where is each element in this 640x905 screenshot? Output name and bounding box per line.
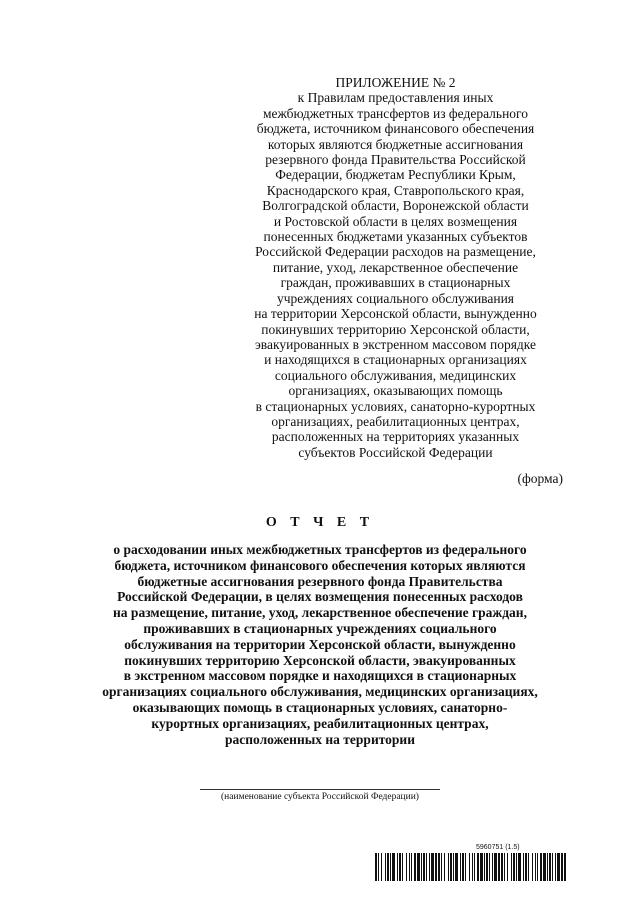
barcode-bar (480, 853, 483, 881)
report-line: курортных организациях, реабилитационных центрах, (151, 715, 489, 731)
appendix-line: Волгоградской области, Воронежской области (262, 198, 529, 214)
barcode (375, 853, 567, 881)
barcode-bar (501, 853, 503, 881)
barcode-bar (540, 853, 542, 881)
appendix-line: граждан, проживавших в стационарных (280, 275, 511, 291)
barcode-bar (429, 853, 430, 881)
barcode-bar (513, 853, 515, 881)
barcode-bar (441, 853, 442, 881)
report-description (60, 542, 580, 747)
subject-caption: (наименование субъекта Российской Федерации) (221, 792, 419, 802)
appendix-line: межбюджетных трансфертов из федерального (262, 105, 529, 121)
barcode-bar (492, 853, 493, 881)
barcode-bar (448, 853, 449, 881)
barcode-bar (484, 853, 485, 881)
barcode-bar (435, 853, 437, 881)
barcode-bar (511, 853, 512, 881)
barcode-bar (469, 853, 470, 881)
barcode-bar (392, 853, 395, 881)
appendix-line: бюджета, источником финансового обеспечения (256, 121, 535, 137)
barcode-bar (504, 853, 505, 881)
appendix-line: к Правилам предоставления иных (297, 90, 494, 106)
barcode-bar (543, 853, 546, 881)
barcode-bar (444, 853, 445, 881)
barcode-bar (518, 853, 521, 881)
barcode-bar (399, 853, 401, 881)
appendix-line: и Ростовской области в целях возмещения (273, 213, 518, 229)
barcode-bar (375, 853, 377, 881)
barcode-bar (378, 853, 379, 881)
report-line: на размещение, питание, уход, лекарственное обеспечение граждан, (113, 605, 527, 621)
barcode-bar (486, 853, 488, 881)
report-line: проживавших в стационарных учреждениях социального (143, 620, 497, 636)
appendix-line: которых являются бюджетные ассигнования (267, 136, 524, 152)
appendix-line: покинувших территорию Херсонской области, (261, 321, 530, 337)
appendix-line: организациях, реабилитационных центрах, (271, 413, 520, 429)
appendix-line: и находящихся в стационарных организациях (264, 352, 527, 368)
barcode-bar (460, 853, 461, 881)
barcode-bar (489, 853, 490, 881)
appendix-line: резервного фонда Правительства Российской (265, 152, 526, 168)
barcode-bar (390, 853, 391, 881)
barcode-bar (417, 853, 420, 881)
barcode-bar (414, 853, 416, 881)
barcode-bar (549, 853, 551, 881)
report-line: бюджетные ассигнования резервного фонда Правительства (137, 573, 503, 589)
barcode-bar (397, 853, 398, 881)
barcode-bar (385, 853, 386, 881)
report-line: бюджета, источником финансового обеспечения которых являются (114, 557, 526, 573)
barcode-bar (523, 853, 524, 881)
report-line: организациях социального обслуживания, медицинских организациях, (102, 684, 538, 700)
appendix-line: Краснодарского края, Ставропольского края, (266, 182, 525, 198)
barcode-bar (507, 853, 508, 881)
barcode-bar (387, 853, 389, 881)
appendix-line: Российской Федерации расходов на размещение, (255, 244, 536, 260)
barcode-bar (516, 853, 517, 881)
barcode-bar (555, 853, 556, 881)
barcode-bar (381, 853, 382, 881)
barcode-bar (426, 853, 427, 881)
barcode-bar (525, 853, 527, 881)
barcode-bar (547, 853, 548, 881)
barcode-bar (411, 853, 412, 881)
barcode-bar (455, 853, 458, 881)
appendix-line: ПРИЛОЖЕНИЕ № 2 (335, 75, 456, 90)
report-line: Российской Федерации, в целях возмещения понесенных расходов (117, 589, 523, 605)
barcode-bar (528, 853, 529, 881)
report-line: расположенных на территории (224, 731, 415, 747)
barcode-bar (472, 853, 473, 881)
barcode-bar (561, 853, 563, 881)
barcode-bar (532, 853, 533, 881)
appendix-line: Федерации, бюджетам Республики Крым, (275, 167, 516, 183)
appendix-line: понесенных бюджетами указанных субъектов (263, 229, 528, 245)
report-line: в экстренном массовом порядке и находящихся в стационарных (123, 668, 517, 684)
appendix-line: социального обслуживания, медицинских (274, 367, 517, 383)
barcode-bar (431, 853, 434, 881)
barcode-bar (465, 853, 466, 881)
report-line: оказывающих помощь в стационарных условиях, санаторно- (132, 699, 508, 715)
barcode-bar (557, 853, 560, 881)
barcode-bar (423, 853, 425, 881)
barcode-bar (409, 853, 410, 881)
barcode-bar (453, 853, 454, 881)
barcode-bar (450, 853, 452, 881)
appendix-header (228, 75, 563, 460)
report-line: о расходовании иных межбюджетных трансфертов из федерального (113, 542, 527, 557)
barcode-bar (421, 853, 422, 881)
report-title: О Т Ч Е Т (265, 515, 375, 530)
appendix-line: эвакуированных в экстренном массовом порядке (255, 336, 536, 352)
appendix-line: в стационарных условиях, санаторно-курортных (255, 398, 536, 414)
subject-name-blank (200, 789, 440, 790)
appendix-line: на территории Херсонской области, вынужденно (254, 306, 537, 322)
barcode-bar (438, 853, 440, 881)
barcode-bar (402, 853, 403, 881)
appendix-line: учреждениях социального обслуживания (276, 290, 515, 306)
barcode-bar (494, 853, 497, 881)
barcode-bar (535, 853, 536, 881)
report-line: покинувших территорию Херсонской области, эвакуированных (124, 652, 516, 668)
document-code: 5960751 (1.5) (476, 844, 520, 851)
appendix-line: расположенных на территориях указанных (271, 429, 520, 445)
appendix-line: субъектов Российской Федерации (298, 444, 493, 460)
appendix-line: организациях, оказывающих помощь (288, 383, 503, 399)
barcode-bar (462, 853, 464, 881)
report-line: обслуживания на территории Херсонской области, вынужденно (124, 636, 516, 652)
barcode-bar (406, 853, 407, 881)
barcode-bar (477, 853, 479, 881)
barcode-bar (552, 853, 553, 881)
appendix-line: питание, уход, лекарственное обеспечение (272, 259, 519, 275)
barcode-bar (564, 853, 566, 881)
form-label: (форма) (517, 471, 563, 486)
barcode-bar (537, 853, 538, 881)
barcode-bar (474, 853, 475, 881)
barcode-bar (498, 853, 500, 881)
